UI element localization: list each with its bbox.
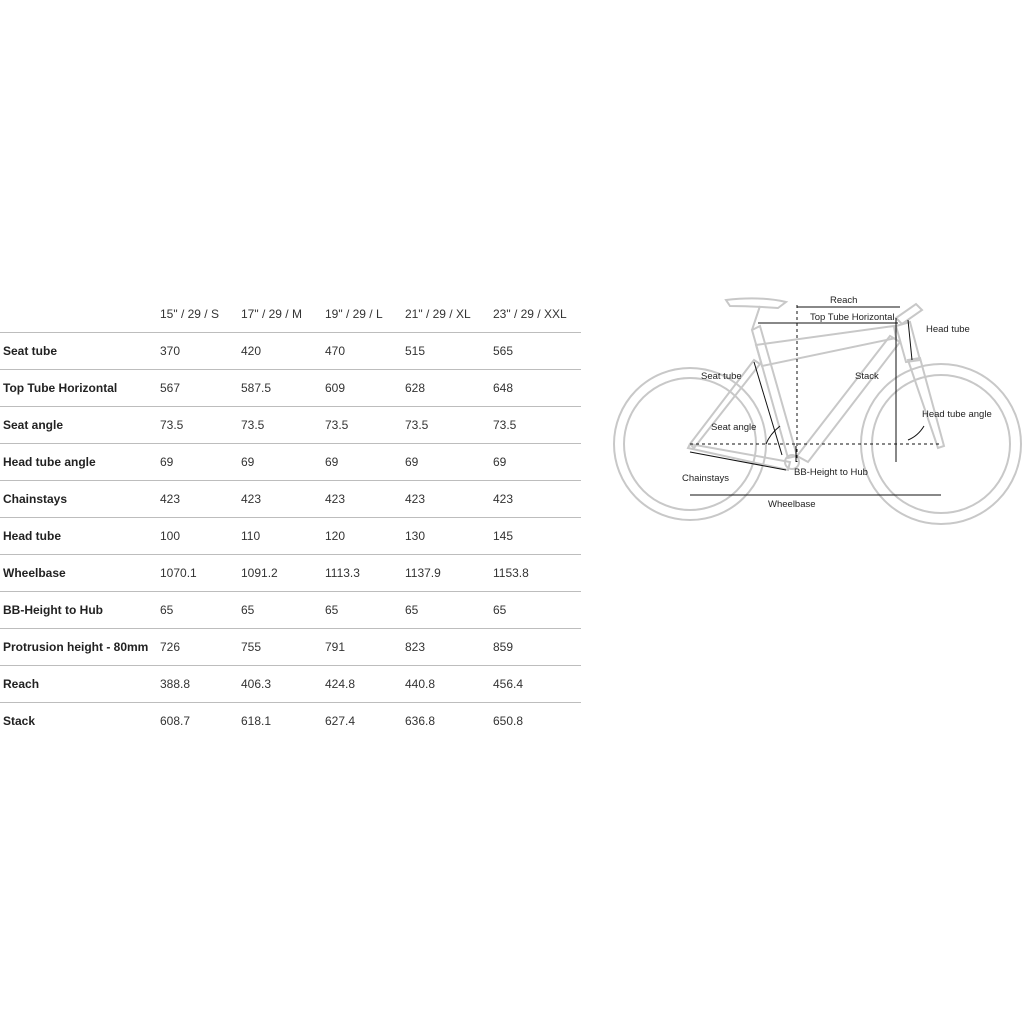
table-cell: 440.8 <box>405 666 493 703</box>
table-cell: 1070.1 <box>160 555 241 592</box>
table-cell: 73.5 <box>493 407 581 444</box>
table-row <box>0 333 581 370</box>
diagram-labels <box>682 295 992 510</box>
chainstay <box>688 444 790 470</box>
wheelbase-label: Wheelbase <box>768 499 816 510</box>
table-cell: 65 <box>160 592 241 629</box>
bb-height-label: BB-Height to Hub <box>794 467 868 478</box>
table-cell: 726 <box>160 629 241 666</box>
table-row <box>0 444 581 481</box>
geometry-table <box>0 296 581 739</box>
reach-label: Reach <box>830 295 858 306</box>
table-row <box>0 407 581 444</box>
table-cell: 423 <box>325 481 405 518</box>
stack-label: Stack <box>855 371 879 382</box>
table-cell: 515 <box>405 333 493 370</box>
table-cell: 69 <box>325 444 405 481</box>
table-cell: 423 <box>241 481 325 518</box>
column-header: 21" / 29 / XL <box>405 296 493 333</box>
table-cell: 470 <box>325 333 405 370</box>
chainstays-arrow <box>690 452 786 470</box>
seat-angle-label: Seat angle <box>711 422 757 433</box>
column-header: 15" / 29 / S <box>160 296 241 333</box>
row-label: Stack <box>3 714 36 728</box>
table-cell: 1091.2 <box>241 555 325 592</box>
table-row <box>0 555 581 592</box>
table-cell: 420 <box>241 333 325 370</box>
saddle <box>726 298 786 308</box>
row-label: Seat tube <box>0 333 160 370</box>
column-header <box>0 296 160 333</box>
table-cell: 628 <box>405 370 493 407</box>
table-cell: 69 <box>241 444 325 481</box>
table-cell: 69 <box>493 444 581 481</box>
table-cell: 609 <box>325 370 405 407</box>
row-label: BB-Height to Hub <box>0 592 160 629</box>
seat-tube-label: Seat tube <box>701 371 742 382</box>
table-cell: 608.7 <box>160 714 191 728</box>
table-cell: 1137.9 <box>405 555 493 592</box>
table-cell: 406.3 <box>241 666 325 703</box>
row-label: Head tube <box>0 518 160 555</box>
table-cell: 73.5 <box>241 407 325 444</box>
table-row <box>0 592 581 629</box>
table-cell: 791 <box>325 629 405 666</box>
table-cell: 567 <box>160 370 241 407</box>
row-label: Seat angle <box>0 407 160 444</box>
table-cell: 370 <box>160 333 241 370</box>
column-header: 17" / 29 / M <box>241 296 325 333</box>
top-tube <box>756 326 896 366</box>
row-label: Head tube angle <box>0 444 160 481</box>
table-cell: 145 <box>493 518 581 555</box>
table-cell: 65 <box>493 592 581 629</box>
table-cell: 1113.3 <box>325 555 405 592</box>
row-label: Reach <box>0 666 160 703</box>
table-cell: 1153.8 <box>493 555 581 592</box>
table-cell: 65 <box>405 592 493 629</box>
table-cell: 73.5 <box>325 407 405 444</box>
table-cell: 618.1 <box>241 714 272 728</box>
table-cell: 130 <box>405 518 493 555</box>
table-cell: 65 <box>241 592 325 629</box>
table-cell: 423 <box>493 481 581 518</box>
table-cell: 69 <box>405 444 493 481</box>
row-label: Top Tube Horizontal <box>0 370 160 407</box>
bike-geometry-diagram <box>610 285 1022 530</box>
table-cell: 627.4 <box>325 714 356 728</box>
table-cell: 587.5 <box>241 370 325 407</box>
row-label: Chainstays <box>0 481 160 518</box>
table-header-row <box>0 296 581 333</box>
table-cell: 755 <box>241 629 325 666</box>
table-cell: 120 <box>325 518 405 555</box>
chainstays-label: Chainstays <box>682 473 729 484</box>
top-tube-label: Top Tube Horizontal <box>810 312 895 323</box>
table-cell: 100 <box>160 518 241 555</box>
table-row <box>0 666 581 703</box>
table-row <box>0 481 581 518</box>
table-row <box>0 703 581 740</box>
table-cell: 423 <box>405 481 493 518</box>
column-header: 23" / 29 / XXL <box>493 296 581 333</box>
table-row <box>0 629 581 666</box>
head-tube-angle-arc <box>908 426 924 440</box>
head-tube-angle-label: Head tube angle <box>922 409 992 420</box>
head-tube-label: Head tube <box>926 324 970 335</box>
table-cell: 388.8 <box>160 666 241 703</box>
table-cell: 424.8 <box>325 666 405 703</box>
table-cell: 456.4 <box>493 666 581 703</box>
table-cell: 859 <box>493 629 581 666</box>
seat-tube <box>752 326 797 458</box>
head-tube <box>896 322 920 362</box>
row-label: Protrusion height - 80mm <box>0 629 160 666</box>
table-cell: 636.8 <box>405 714 436 728</box>
table-cell: 73.5 <box>405 407 493 444</box>
table-row <box>0 518 581 555</box>
table-cell: 565 <box>493 333 581 370</box>
column-header: 19" / 29 / L <box>325 296 405 333</box>
table-cell: 423 <box>160 481 241 518</box>
table-cell: 69 <box>160 444 241 481</box>
row-label: Wheelbase <box>0 555 160 592</box>
table-row <box>0 370 581 407</box>
table-cell: 823 <box>405 629 493 666</box>
table-cell: 650.8 <box>493 714 524 728</box>
table-cell: 648 <box>493 370 581 407</box>
table-cell: 65 <box>325 592 405 629</box>
fork <box>908 358 944 448</box>
table-cell: 73.5 <box>160 407 241 444</box>
table-cell: 110 <box>241 518 325 555</box>
